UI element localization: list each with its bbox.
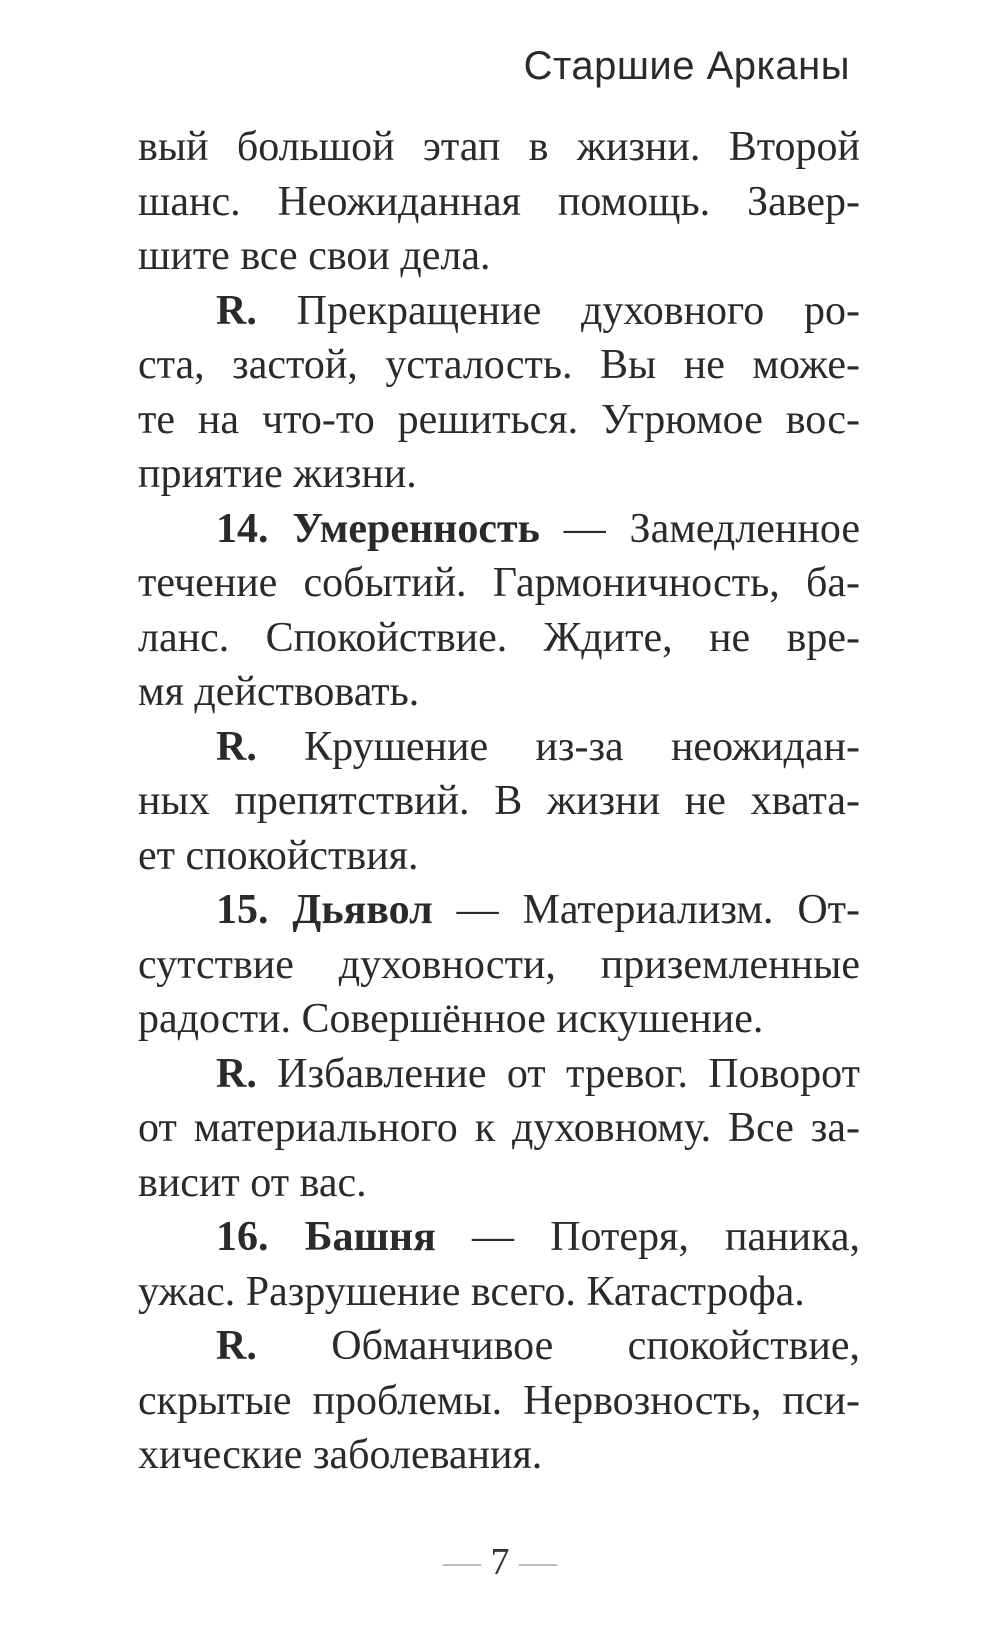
paragraph-lead: R. [216, 1323, 257, 1369]
paragraph [138, 284, 860, 502]
text-line [138, 720, 860, 775]
folio-dash-left: — [443, 1541, 481, 1583]
line-text: — Потеря, паника, [435, 1214, 860, 1260]
line-text: — Материализм. От- [432, 887, 860, 933]
paragraph-lead: 15. Дьявол [216, 887, 433, 933]
paragraph [138, 1319, 860, 1483]
text-line [138, 1047, 860, 1102]
paragraph-lead: R. [216, 1050, 257, 1097]
folio-number: 7 [490, 1541, 510, 1583]
text-line: ланс. Спокойствие. Ждите, не вре- [138, 614, 860, 661]
line-text: Прекращение духовного ро- [256, 287, 860, 334]
text-line: сутствие духовности, приземленные [138, 941, 860, 988]
running-head: Старшие Арканы [523, 44, 850, 88]
text-line: те на что-то решиться. Угрюмое вос- [138, 396, 860, 443]
text-line: ста, застой, усталость. Вы не може- [138, 342, 860, 388]
line-text: Избавление от тревог. Поворот [256, 1050, 860, 1097]
paragraph [138, 720, 860, 884]
text-line: ет спокойствия. [138, 832, 419, 879]
body-text [138, 120, 860, 1483]
text-line [138, 502, 860, 557]
line-text: — Замедленное [539, 505, 860, 552]
text-line: от материального к духовному. Все за- [138, 1105, 860, 1151]
page-number [0, 1540, 1000, 1584]
text-line: висит от вас. [138, 1159, 367, 1206]
folio-dash-right: — [519, 1541, 557, 1583]
text-line [138, 883, 860, 938]
paragraph [138, 883, 860, 1047]
line-text: Крушение из-за неожидан- [256, 723, 860, 770]
text-line: хические заболевания. [138, 1432, 543, 1478]
text-line: радости. Совершённое искушение. [138, 996, 764, 1042]
paragraph-lead: R. [216, 723, 257, 770]
text-line: мя действовать. [138, 669, 420, 715]
paragraph [138, 502, 860, 720]
paragraph [138, 1210, 860, 1319]
text-line: вый большой этап в жизни. Второй [138, 124, 860, 170]
text-line: шите все свои дела. [138, 233, 491, 279]
text-line: скрытые проблемы. Нервозность, пси- [138, 1377, 860, 1424]
text-line: течение событий. Гармоничность, ба- [138, 560, 860, 606]
text-line [138, 1210, 860, 1265]
paragraph-lead: 14. Умеренность [216, 505, 540, 552]
line-text: Обманчивое спокойствие, [256, 1323, 860, 1369]
text-line: приятие жизни. [138, 451, 417, 497]
paragraph-lead: 16. Башня [216, 1214, 436, 1260]
text-line: ужас. Разрушение всего. Катастрофа. [138, 1268, 805, 1315]
text-line [138, 1319, 860, 1374]
paragraph [138, 120, 860, 284]
text-line: шанс. Неожиданная помощь. Завер- [138, 178, 860, 225]
paragraph [138, 1047, 860, 1211]
paragraph-lead: R. [216, 287, 257, 334]
text-line [138, 284, 860, 339]
text-line: ных препятствий. В жизни не хвата- [138, 778, 860, 824]
